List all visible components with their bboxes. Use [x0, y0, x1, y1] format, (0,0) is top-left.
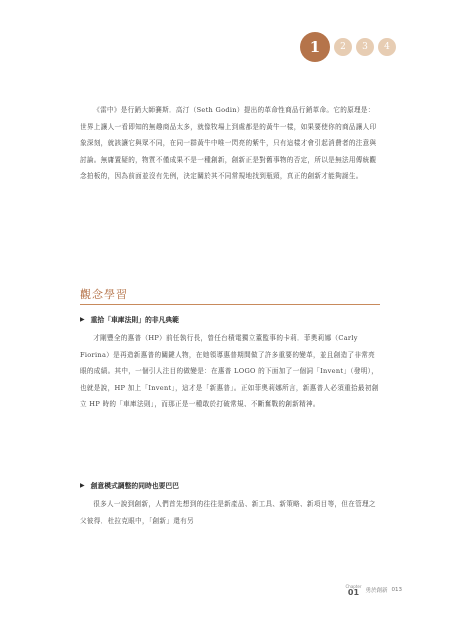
- chapter-marker-1: 1: [300, 32, 330, 62]
- triangle-bullet-icon: ▶: [80, 315, 85, 323]
- chapter-marker-2: 2: [334, 38, 352, 56]
- section-divider: [80, 304, 380, 305]
- intro-paragraph: 《雷中》是行銷大師賽斯．高汀（Seth Godin）提出的革命性商品行銷革命。它的原理是：世界上讓人一看即知的無趣商品太多，就像牧場上到處都是的黃牛一樣，如果要使你的商品讓人印象深刻，就該讓它與眾不同，在同一群黃牛中唯一閃亮的紫牛，只有這樣才會引起消費者的注意與討論。無庸置疑的，物質不僅成果不是一種創新，創新正是對舊事物的否定，所以是無法用傳統觀念拍板的，因為前面並沒有先例，決定關於其不同常規地找到瓶頸，真正的創新才能夠誕生。: [80, 106, 377, 181]
- subsection-heading-text: 創意模式調整的同時也要巴巴: [90, 482, 179, 490]
- footer-section-name: 勇於創新: [365, 588, 388, 594]
- subsection-heading-text: 重拾「車庫法則」的非凡典範: [90, 316, 179, 324]
- subsection-paragraph-2: 很多人一說到創新，人們首先想到的往往是新產品、新工具、新策略、新項目等，但在管理之父彼得．杜拉克眼中，「創新」還有另: [80, 500, 376, 525]
- subsection-paragraph-1: 才剛豐全的惠普（HP）前任執行長，曾任台積電獨立董監事的卡莉．菲奧莉娜（Carly Fiorina）是再造新惠普的關鍵人物，在她領導惠普期間做了許多重要的變革，並且創造了非常亮眼的成績。其中，一個引人注目的做變是：在惠普 LOGO 的下面加了一個詞「Invent」（發明），也就是說，HP 加上「Invent」，這才是「新惠普」。正如菲奧莉娜所言，新惠普人必須重拾最初創立 HP 時的「車庫法則」，而那正是一種敢於打破常規、不斷奮戰的創新精神。: [80, 334, 379, 409]
- subsection-heading-1: [80, 314, 179, 324]
- page-number: 013: [391, 587, 402, 593]
- chapter-mark-label: Chapter: [345, 584, 362, 589]
- chapter-marker-4: 4: [378, 38, 396, 56]
- chapter-mark: [345, 584, 361, 596]
- triangle-bullet-icon: ▶: [80, 481, 85, 489]
- chapter-mark-number: 01: [347, 588, 360, 597]
- subsection-heading-2: [80, 480, 179, 490]
- section-title: 觀念學習: [80, 288, 128, 301]
- page-footer: [345, 584, 402, 596]
- chapter-marker-3: 3: [356, 38, 374, 56]
- chapter-indicator: [300, 38, 396, 62]
